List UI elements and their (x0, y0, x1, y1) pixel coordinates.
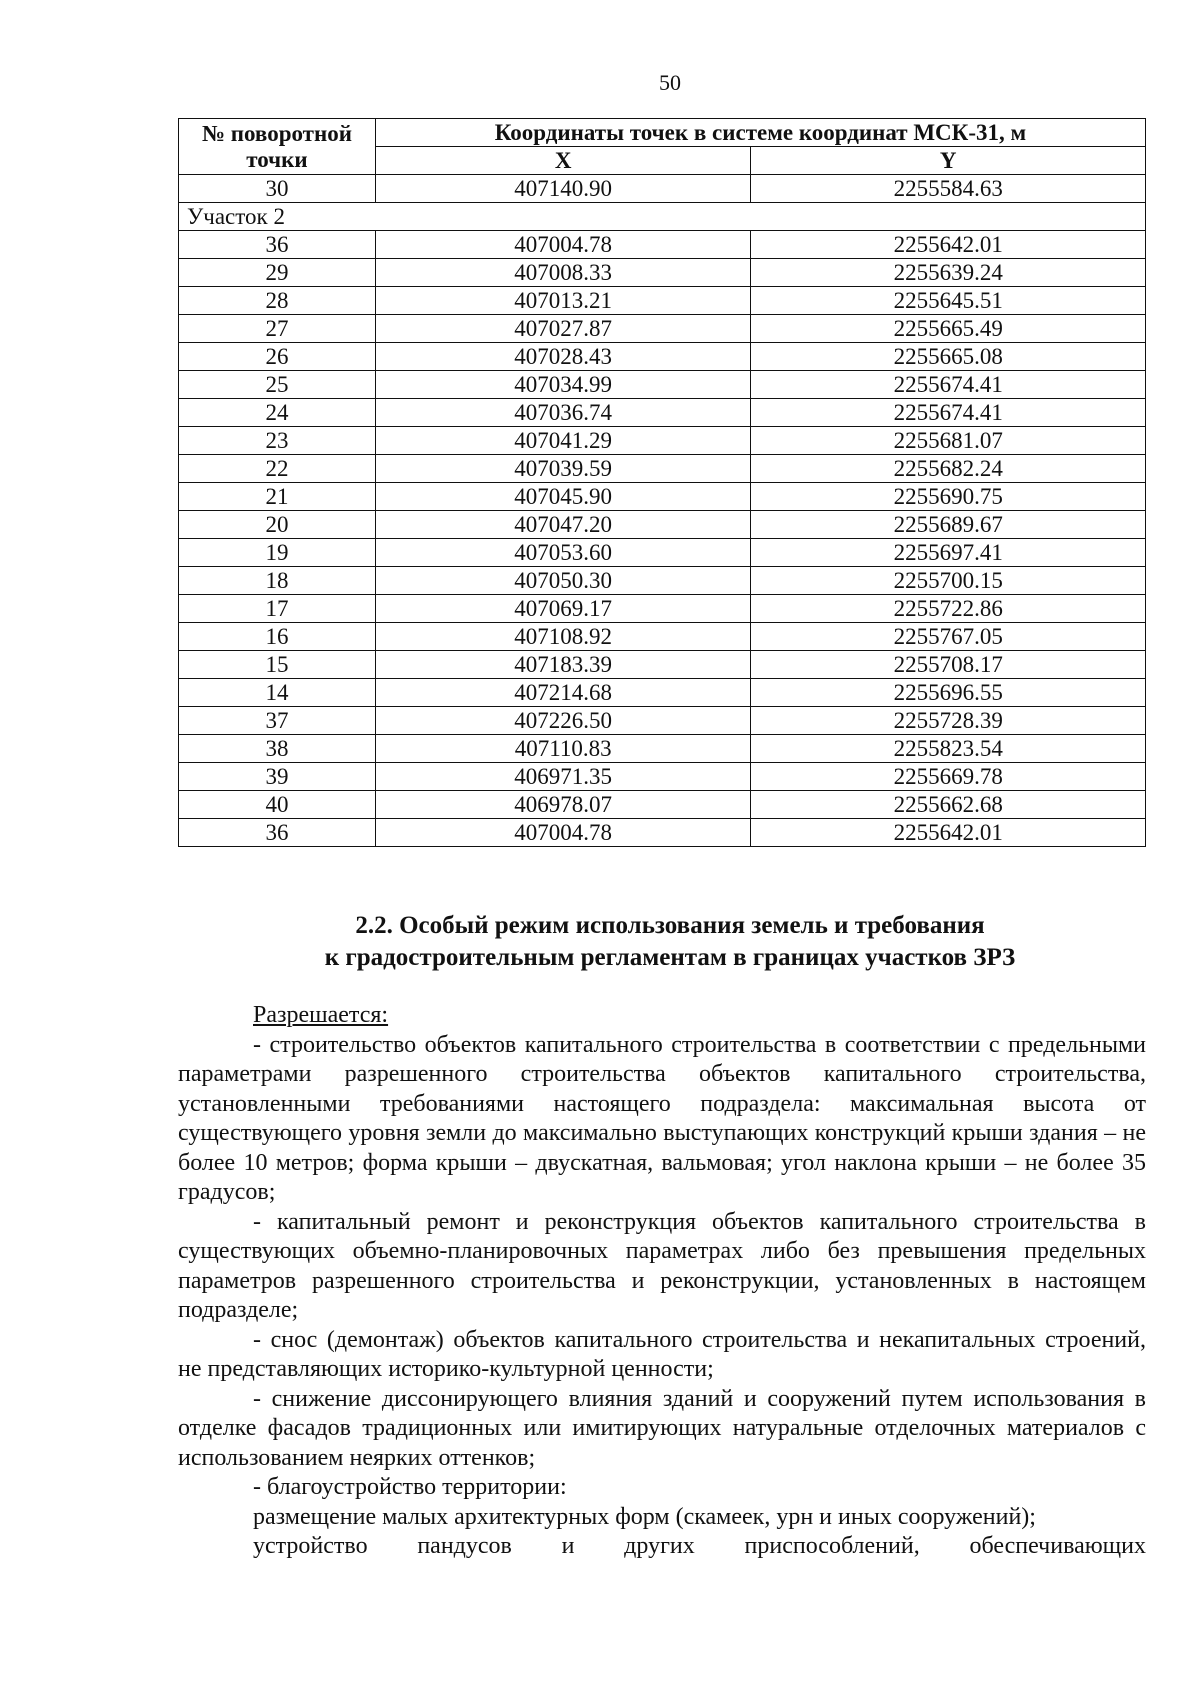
cell-x: 407013.21 (375, 287, 751, 315)
cell-x: 407004.78 (375, 231, 751, 259)
table-body-pre (179, 175, 1146, 203)
header-y: Y (751, 147, 1146, 175)
cell-x: 407034.99 (375, 371, 751, 399)
cell-x: 407110.83 (375, 735, 751, 763)
page-number: 50 (659, 70, 681, 95)
cell-y: 2255642.01 (751, 819, 1146, 847)
paragraph-repair: - капитальный ремонт и реконструкция объектов капитального строительства в существующих объемно-планировочных параметрах либо без превышения предельных параметров разрешенного строительства и реконструкции, установленных в настоящем подразделе; (178, 1208, 1146, 1323)
cell-point: 22 (179, 455, 376, 483)
cell-x: 407214.68 (375, 679, 751, 707)
cell-x: 407047.20 (375, 511, 751, 539)
cell-x: 407028.43 (375, 343, 751, 371)
cell-x: 407140.90 (375, 175, 751, 203)
cell-point: 26 (179, 343, 376, 371)
paragraph-ramps: устройство пандусов и других приспособлений, обеспечивающих (253, 1533, 1146, 1559)
cell-point: 21 (179, 483, 376, 511)
allowed-label: Разрешается: (253, 1002, 389, 1028)
table-row (179, 819, 1146, 847)
paragraph-dissonance: - снижение диссонирующего влияния зданий и сооружений путем использования в отделке фасадов традиционных или имитирующих натуральные отделочных материалов с использованием неярких оттенков; (178, 1385, 1146, 1471)
table-row (179, 231, 1146, 259)
table-row (179, 371, 1146, 399)
cell-x: 407045.90 (375, 483, 751, 511)
cell-y: 2255697.41 (751, 539, 1146, 567)
cell-x: 407004.78 (375, 819, 751, 847)
cell-x: 406978.07 (375, 791, 751, 819)
cell-x: 407008.33 (375, 259, 751, 287)
paragraph-construction: - строительство объектов капитального строительства в соответствии с предельными параметрами разрешенного строительства объектов капитального строительства, установленными требованиями настоящего подраздела: максимальная высота от существующего уровня земли до максимально выступающих конструкций крыши здания – не более 10 метров; форма крыши – двускатная, вальмовая; угол наклона крыши – не более 35 градусов; (178, 1031, 1146, 1205)
cell-x: 407053.60 (375, 539, 751, 567)
cell-point: 28 (179, 287, 376, 315)
cell-x: 407050.30 (375, 567, 751, 595)
table-row (179, 483, 1146, 511)
cell-x: 406971.35 (375, 763, 751, 791)
cell-x: 407069.17 (375, 595, 751, 623)
cell-point: 14 (179, 679, 376, 707)
table-row (179, 455, 1146, 483)
cell-y: 2255682.24 (751, 455, 1146, 483)
table-row (179, 427, 1146, 455)
cell-point: 40 (179, 791, 376, 819)
table-row (179, 791, 1146, 819)
cell-y: 2255674.41 (751, 399, 1146, 427)
table-row (179, 651, 1146, 679)
header-coordinates: Координаты точек в системе координат МСК-31, м (375, 119, 1145, 147)
cell-point: 30 (179, 175, 376, 203)
cell-point: 19 (179, 539, 376, 567)
cell-y: 2255700.15 (751, 567, 1146, 595)
cell-point: 27 (179, 315, 376, 343)
table-section (179, 203, 1146, 231)
cell-point: 20 (179, 511, 376, 539)
cell-y: 2255823.54 (751, 735, 1146, 763)
cell-y: 2255681.07 (751, 427, 1146, 455)
table-row (179, 175, 1146, 203)
cell-y: 2255662.68 (751, 791, 1146, 819)
table-row (179, 679, 1146, 707)
cell-x: 407041.29 (375, 427, 751, 455)
cell-y: 2255722.86 (751, 595, 1146, 623)
cell-y: 2255708.17 (751, 651, 1146, 679)
cell-y: 2255690.75 (751, 483, 1146, 511)
table-row (179, 595, 1146, 623)
cell-point: 24 (179, 399, 376, 427)
table-row (179, 707, 1146, 735)
header-x: X (375, 147, 751, 175)
cell-y: 2255584.63 (751, 175, 1146, 203)
cell-y: 2255674.41 (751, 371, 1146, 399)
table-row (179, 259, 1146, 287)
table-row (179, 539, 1146, 567)
table-row (179, 511, 1146, 539)
table-body (179, 231, 1146, 847)
cell-point: 25 (179, 371, 376, 399)
table-header-row (179, 119, 1146, 147)
table-row (179, 287, 1146, 315)
cell-x: 407183.39 (375, 651, 751, 679)
paragraph-landscaping: - благоустройство территории: (253, 1474, 567, 1500)
table-row (179, 763, 1146, 791)
table-row (179, 567, 1146, 595)
coordinates-table (178, 118, 1146, 847)
cell-y: 2255665.49 (751, 315, 1146, 343)
section-label: Участок 2 (179, 203, 1146, 231)
cell-x: 407226.50 (375, 707, 751, 735)
cell-point: 16 (179, 623, 376, 651)
cell-point: 18 (179, 567, 376, 595)
heading-line-2: к градостроительным регламентам в границах участков ЗРЗ (324, 944, 1016, 971)
cell-point: 38 (179, 735, 376, 763)
cell-x: 407108.92 (375, 623, 751, 651)
cell-point: 29 (179, 259, 376, 287)
header-point-number: № поворотной точки (179, 119, 376, 175)
cell-y: 2255689.67 (751, 511, 1146, 539)
body-text (178, 1001, 1146, 1562)
cell-y: 2255639.24 (751, 259, 1146, 287)
cell-x: 407036.74 (375, 399, 751, 427)
cell-x: 407039.59 (375, 455, 751, 483)
cell-y: 2255645.51 (751, 287, 1146, 315)
paragraph-demolition: - снос (демонтаж) объектов капитального строительства и некапитальных строений, не представляющих историко-культурной ценности; (178, 1326, 1146, 1382)
table-row (179, 623, 1146, 651)
cell-y: 2255728.39 (751, 707, 1146, 735)
cell-point: 23 (179, 427, 376, 455)
cell-point: 15 (179, 651, 376, 679)
cell-y: 2255642.01 (751, 231, 1146, 259)
cell-y: 2255669.78 (751, 763, 1146, 791)
cell-point: 39 (179, 763, 376, 791)
cell-y: 2255767.05 (751, 623, 1146, 651)
table-row (179, 343, 1146, 371)
heading-line-1: 2.2. Особый режим использования земель и требования (355, 912, 985, 939)
cell-point: 36 (179, 819, 376, 847)
section-row (179, 203, 1146, 231)
cell-y: 2255696.55 (751, 679, 1146, 707)
cell-y: 2255665.08 (751, 343, 1146, 371)
table-row (179, 735, 1146, 763)
table-row (179, 315, 1146, 343)
cell-point: 36 (179, 231, 376, 259)
table-row (179, 399, 1146, 427)
cell-x: 407027.87 (375, 315, 751, 343)
paragraph-small-forms: размещение малых архитектурных форм (скамеек, урн и иных сооружений); (253, 1503, 1036, 1530)
section-heading (200, 910, 1140, 974)
cell-point: 37 (179, 707, 376, 735)
cell-point: 17 (179, 595, 376, 623)
